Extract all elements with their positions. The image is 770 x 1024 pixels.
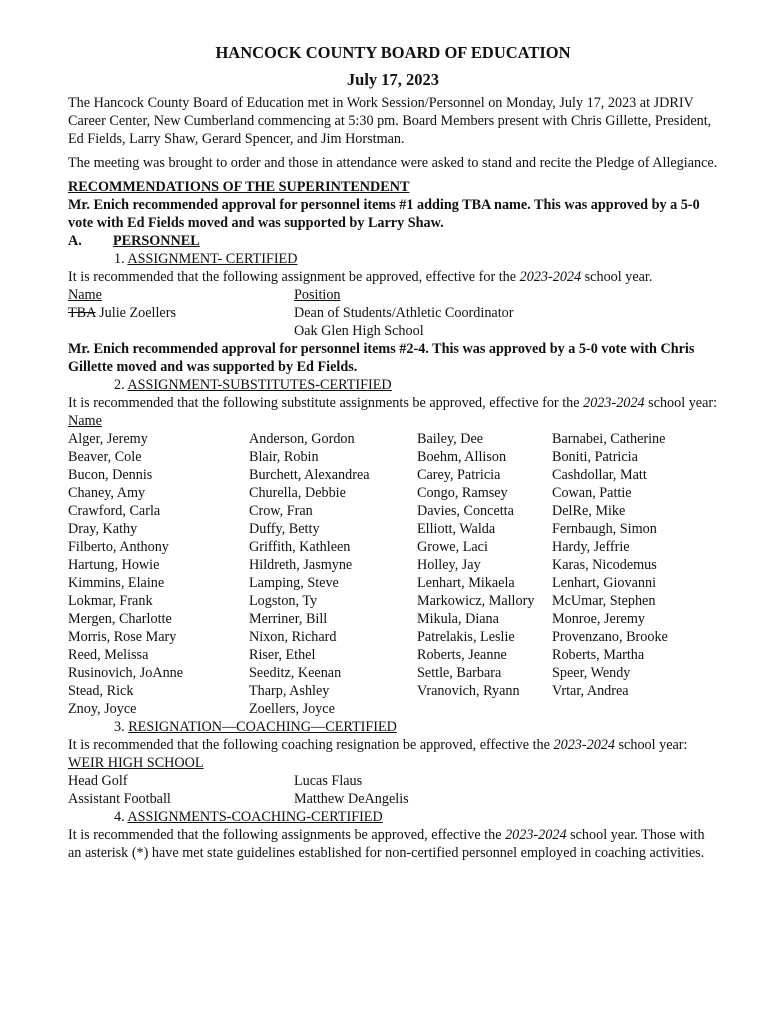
substitute-name: Chaney, Amy (68, 485, 146, 501)
person-name: Julie Zoellers (95, 305, 176, 321)
col-position-header: Position (294, 287, 341, 303)
substitute-name: Boniti, Patricia (552, 449, 638, 465)
substitute-name: Kimmins, Elaine (68, 575, 165, 591)
substitute-name: Hildreth, Jasmyne (249, 557, 353, 573)
substitute-name: Anderson, Gordon (249, 431, 355, 447)
document-content (68, 40, 718, 862)
substitute-name: Bailey, Dee (417, 431, 484, 447)
section-title: PERSONNEL (113, 233, 200, 249)
coaching-role: Assistant Football (68, 791, 171, 807)
item1-row-2 (68, 322, 718, 340)
substitute-name: Growe, Laci (417, 539, 488, 555)
item1-title: ASSIGNMENT- CERTIFIED (127, 251, 298, 267)
motion-2: Mr. Enich recommended approval for personnel items #2-4. This was approved by a 5-0 vote with Chris Gillette moved and was supported by Ed Fields. (68, 341, 695, 375)
substitute-name: Blair, Robin (249, 449, 319, 465)
item3-text-before: It is recommended that the following coaching resignation be approved, effective the (68, 737, 554, 753)
substitute-name: Congo, Ramsey (417, 485, 508, 501)
item2-number: 2. (114, 377, 128, 393)
item2-text-before: It is recommended that the following substitute assignments be approved, effective for the (68, 395, 584, 411)
item3-title: RESIGNATION—COACHING—CERTIFIED (128, 719, 397, 735)
substitute-name: Burchett, Alexandrea (249, 467, 370, 483)
substitute-name (552, 700, 718, 718)
substitute-name: Filberto, Anthony (68, 539, 169, 555)
substitute-name: Davies, Concetta (417, 503, 514, 519)
pledge-paragraph: The meeting was brought to order and those in attendance were asked to stand and recite the Pledge of Allegiance. (68, 155, 718, 171)
spacer (68, 322, 294, 340)
substitute-name: Lokmar, Frank (68, 593, 153, 609)
item2-heading (68, 376, 718, 394)
substitute-name: Bucon, Dennis (68, 467, 153, 483)
document-title: HANCOCK COUNTY BOARD OF EDUCATION (215, 43, 571, 62)
substitute-name: Carey, Patricia (417, 467, 501, 483)
substitute-name: Crow, Fran (249, 503, 313, 519)
item1-text-after: school year. (581, 269, 653, 285)
substitute-names-grid (68, 430, 718, 718)
substitute-name: Barnabei, Catherine (552, 431, 666, 447)
substitute-name: Patrelakis, Leslie (417, 629, 515, 645)
substitute-name: Holley, Jay (417, 557, 481, 573)
resignation-row-1 (68, 772, 718, 790)
substitute-name: Stead, Rick (68, 683, 134, 699)
substitute-name: Morris, Rose Mary (68, 629, 177, 645)
substitute-name: Rusinovich, JoAnne (68, 665, 184, 681)
substitute-name: Griffith, Kathleen (249, 539, 351, 555)
substitute-name: Mergen, Charlotte (68, 611, 172, 627)
recommendations-heading: RECOMMENDATIONS OF THE SUPERINTENDENT (68, 179, 410, 195)
item1-person (68, 304, 294, 322)
substitute-name: Provenzano, Brooke (552, 629, 668, 645)
substitute-name: Merriner, Bill (249, 611, 328, 627)
substitute-name: McUmar, Stephen (552, 593, 656, 609)
school-name: WEIR HIGH SCHOOL (68, 755, 204, 771)
motion-1: Mr. Enich recommended approval for personnel items #1 adding TBA name. This was approved by a 5-0 vote with Ed Fields moved and was supported by Larry Shaw. (68, 197, 700, 231)
substitute-name: Hartung, Howie (68, 557, 160, 573)
substitute-name: Markowicz, Mallory (417, 593, 535, 609)
item4-year: 2023-2024 (505, 827, 567, 843)
substitute-name: Dray, Kathy (68, 521, 138, 537)
substitute-name: Vranovich, Ryann (417, 683, 520, 699)
item3-heading (68, 718, 718, 736)
item3-text (68, 736, 718, 754)
substitute-name: DelRe, Mike (552, 503, 626, 519)
substitute-name: Beaver, Cole (68, 449, 142, 465)
item4-text-before: It is recommended that the following assignments be approved, effective the (68, 827, 506, 843)
substitute-name (417, 700, 552, 718)
item1-text (68, 268, 718, 286)
meeting-date: July 17, 2023 (346, 70, 440, 89)
substitute-name: Roberts, Jeanne (417, 647, 507, 663)
col-name-header: Name (68, 287, 102, 303)
item4-title: ASSIGNMENTS-COACHING-CERTIFIED (127, 809, 383, 825)
resignation-row-2 (68, 790, 718, 808)
position-line-2: Oak Glen High School (294, 323, 424, 339)
substitute-name: Alger, Jeremy (68, 431, 148, 447)
substitute-name: Reed, Melissa (68, 647, 149, 663)
coach-name: Lucas Flaus (294, 773, 363, 789)
substitute-name: Churella, Debbie (249, 485, 346, 501)
item1-heading (68, 250, 718, 268)
substitute-name: Roberts, Martha (552, 647, 645, 663)
item1-row (68, 304, 718, 322)
item4-text-after: school year. Those with an asterisk (*) have met state guidelines established for non-certified personnel employed in coaching activities. (68, 827, 705, 861)
item3-text-after: school year: (614, 737, 688, 753)
item4-number: 4. (114, 809, 128, 825)
struck-text: TBA (68, 305, 96, 321)
item2-col-name-header: Name (68, 413, 102, 429)
item2-year: 2023-2024 (583, 395, 645, 411)
intro-paragraph: The Hancock County Board of Education met in Work Session/Personnel on Monday, July 17, 2023 at JDRIV Career Center, New Cumberland commencing at 5:30 pm. Board Members present with Chris Gillette, President, Ed Fields, Larry Shaw, Gerard Spencer, and Jim Horstman. (68, 95, 712, 147)
substitute-name: Logston, Ty (249, 593, 318, 609)
substitute-name: Hardy, Jeffrie (552, 539, 630, 555)
substitute-name: Nixon, Richard (249, 629, 337, 645)
substitute-name: Lenhart, Giovanni (552, 575, 657, 591)
item2-text (68, 394, 718, 412)
substitute-name: Znoy, Joyce (68, 701, 137, 717)
substitute-name: Elliott, Walda (417, 521, 496, 537)
item1-year: 2023-2024 (519, 269, 582, 285)
position-line-1: Dean of Students/Athletic Coordinator (294, 305, 514, 321)
section-a-heading (68, 232, 718, 250)
substitute-name: Lenhart, Mikaela (417, 575, 515, 591)
item1-number: 1. (114, 251, 128, 267)
substitute-name: Zoellers, Joyce (249, 701, 335, 717)
item1-col-headers (68, 286, 718, 304)
substitute-name: Settle, Barbara (417, 665, 502, 681)
substitute-name: Boehm, Allison (417, 449, 507, 465)
substitute-name: Cashdollar, Matt (552, 467, 647, 483)
substitute-name: Mikula, Diana (417, 611, 499, 627)
substitute-name: Lamping, Steve (249, 575, 339, 591)
item2-title: ASSIGNMENT-SUBSTITUTES-CERTIFIED (127, 377, 392, 393)
substitute-name: Duffy, Betty (249, 521, 320, 537)
substitute-name: Cowan, Pattie (552, 485, 632, 501)
coach-name: Matthew DeAngelis (294, 791, 409, 807)
item4-heading (68, 808, 718, 826)
substitute-name: Seeditz, Keenan (249, 665, 342, 681)
item3-year: 2023-2024 (553, 737, 615, 753)
substitute-name: Monroe, Jeremy (552, 611, 645, 627)
coaching-role: Head Golf (68, 773, 128, 789)
substitute-name: Riser, Ethel (249, 647, 316, 663)
substitute-name: Fernbaugh, Simon (552, 521, 657, 537)
item2-text-after: school year: (644, 395, 718, 411)
substitute-name: Crawford, Carla (68, 503, 161, 519)
substitute-name: Tharp, Ashley (249, 683, 330, 699)
substitute-name: Vrtar, Andrea (552, 683, 629, 699)
substitute-name: Karas, Nicodemus (552, 557, 657, 573)
substitute-name: Speer, Wendy (552, 665, 631, 681)
item4-text (68, 826, 718, 862)
item3-number: 3. (114, 719, 129, 735)
section-letter: A. (68, 233, 82, 249)
item1-text-before: It is recommended that the following assignment be approved, effective for the (68, 269, 520, 285)
